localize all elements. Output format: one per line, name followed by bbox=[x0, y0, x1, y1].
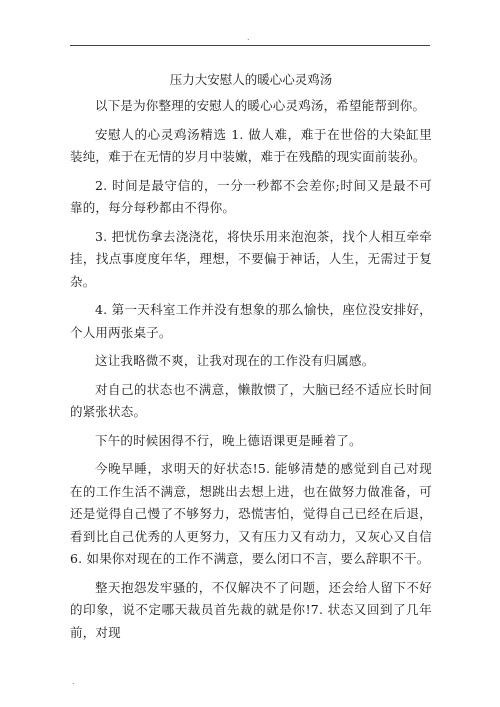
paragraph-2: 2. 时间是最守信的，一分一秒都不会差你;时间又是最不可靠的，每分每秒都由不得你。 bbox=[70, 177, 432, 215]
paragraph-9: 整天抱怨发牢骚的，不仅解决不了问题，还会给人留下不好的印象，说不定哪天裁员首先裁的就是你!7. 状态又回到了几年前，对现 bbox=[70, 579, 432, 640]
paragraph-3: 3. 把忧伤拿去浇浇花，将快乐用来泡泡茶，找个人相互牵牵挂，找点事度度年华，理想，不要偏于神话，人生，无需过于复杂。 bbox=[70, 228, 432, 289]
header-rule bbox=[70, 45, 430, 46]
paragraph-4: 4. 第一天科室工作并没有想象的那么愉快，座位没安排好，个人用两张桌子。 bbox=[70, 302, 432, 340]
footer-dot: . bbox=[72, 677, 75, 686]
paragraph-intro: 以下是为你整理的安慰人的暖心心灵鸡汤，希望能帮到你。 bbox=[95, 98, 426, 113]
paragraph-6: 对自己的状态也不满意，懒散惯了，大脑已经不适应长时间的紧张状态。 bbox=[70, 381, 432, 419]
paragraph-7: 下午的时候困得不行，晚上德语课更是睡着了。 bbox=[95, 432, 362, 448]
paragraph-1: 安慰人的心灵鸡汤精选 1. 做人难，难于在世俗的大染缸里装纯，难于在无情的岁月中装嫩，难于在残酷的现实面前装孙。 bbox=[70, 126, 432, 164]
document-title: 压力大安慰人的暖心心灵鸡汤 bbox=[169, 72, 333, 87]
paragraph-8: 今晚早睡，求明天的好状态!5. 能够清楚的感觉到自己对现在的工作生活不满意，想跳出去想上进，也在做努力做准备，可还是觉得自己慢了不够努力，恐慌害怕，觉得自己已经在后退，看到比自己优秀的人更努力，又有压力又有动力，又灰心又自信 6. 如果你对现在的工作不满意，要么闭口不言，要么辞职不干。 bbox=[70, 461, 432, 566]
document-body bbox=[70, 70, 432, 650]
paragraph-5: 这让我略微不爽，让我对现在的工作没有归属感。 bbox=[95, 353, 375, 368]
header-dot: . bbox=[247, 33, 250, 42]
